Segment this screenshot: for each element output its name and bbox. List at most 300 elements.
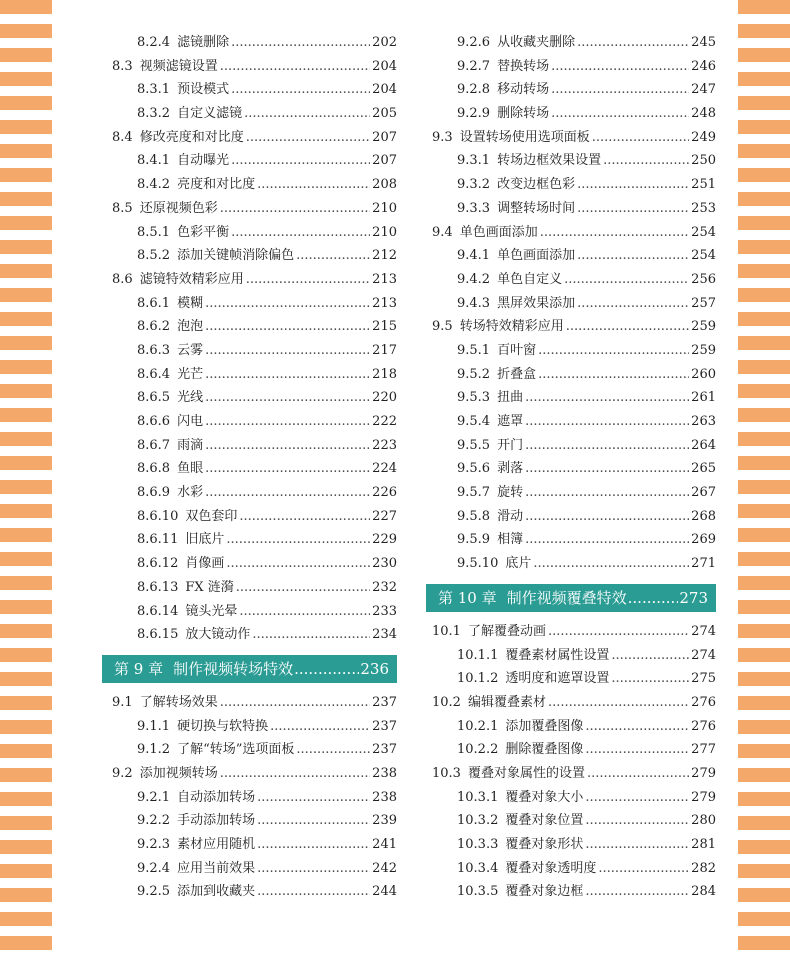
entry-page-number: 276 bbox=[691, 694, 716, 710]
toc-subsection-entry[interactable] bbox=[427, 197, 716, 221]
entry-number: 9.3.2 bbox=[457, 177, 491, 193]
entry-number: 8.6.12 bbox=[137, 556, 179, 572]
toc-subsection-entry[interactable] bbox=[103, 528, 397, 552]
entry-number: 8.4.1 bbox=[137, 153, 171, 169]
entry-number: 9.2.7 bbox=[457, 58, 491, 74]
entry-number: 9.2.3 bbox=[137, 837, 171, 852]
entry-page-number: 280 bbox=[691, 813, 716, 829]
toc-subsection-entry[interactable] bbox=[427, 857, 716, 881]
entry-title: 调整转场时间 bbox=[497, 200, 576, 216]
toc-subsection-entry[interactable] bbox=[103, 857, 397, 881]
toc-subsection-entry[interactable] bbox=[427, 149, 716, 173]
entry-number: 8.5.2 bbox=[137, 248, 171, 264]
entry-page-number: 237 bbox=[372, 718, 397, 734]
entry-page-number: 271 bbox=[691, 556, 716, 572]
toc-subsection-entry[interactable] bbox=[103, 78, 397, 102]
entry-page-number: 253 bbox=[691, 200, 716, 216]
toc-subsection-entry[interactable] bbox=[427, 457, 716, 481]
toc-section-entry[interactable] bbox=[427, 620, 716, 644]
entry-page-number: 248 bbox=[691, 106, 716, 122]
toc-subsection-entry[interactable] bbox=[427, 268, 716, 292]
entry-page-number: 210 bbox=[372, 200, 397, 216]
entry-page-number: 264 bbox=[691, 437, 716, 453]
toc-subsection-entry[interactable] bbox=[427, 786, 716, 810]
entry-title: 了解“转场”选项面板 bbox=[177, 742, 295, 758]
entry-title: 覆叠对象边框 bbox=[505, 884, 584, 900]
dot-leader bbox=[592, 126, 689, 150]
entry-title: 自动添加转场 bbox=[177, 789, 256, 805]
toc-subsection-entry[interactable] bbox=[103, 481, 397, 505]
entry-number: 10.3.4 bbox=[457, 860, 499, 876]
entry-title: 滑动 bbox=[497, 508, 524, 524]
toc-subsection-entry[interactable] bbox=[103, 505, 397, 529]
entry-number: 8.6.9 bbox=[137, 485, 171, 501]
dot-leader bbox=[220, 691, 370, 715]
entry-title: 覆叠对象透明度 bbox=[505, 860, 597, 876]
entry-title: 相簿 bbox=[497, 532, 524, 548]
entry-title: 百叶窗 bbox=[497, 342, 537, 358]
toc-section-entry[interactable] bbox=[103, 691, 397, 715]
toc-subsection-entry[interactable] bbox=[103, 715, 397, 739]
chapter-title: 制作视频转场特效 bbox=[173, 659, 294, 678]
entry-number: 10.1.2 bbox=[457, 671, 499, 687]
entry-title: 双色套印 bbox=[185, 508, 238, 524]
entry-number: 8.4.2 bbox=[137, 177, 171, 193]
toc-subsection-entry[interactable] bbox=[427, 505, 716, 529]
toc-subsection-entry[interactable] bbox=[103, 102, 397, 126]
dot-leader bbox=[525, 528, 689, 552]
entry-page-number: 284 bbox=[691, 884, 716, 900]
entry-number: 8.3.1 bbox=[137, 82, 171, 98]
entry-title: 透明度和遮罩设置 bbox=[505, 671, 610, 687]
entry-title: 泡泡 bbox=[177, 319, 204, 335]
chapter-heading[interactable] bbox=[102, 655, 397, 683]
entry-title: 光芒 bbox=[177, 366, 204, 382]
entry-number: 9.5.8 bbox=[457, 508, 491, 524]
entry-number: 9.1 bbox=[112, 694, 133, 710]
toc-subsection-entry[interactable] bbox=[103, 434, 397, 458]
entry-page-number: 226 bbox=[372, 485, 397, 501]
entry-number: 9.5.9 bbox=[457, 532, 491, 548]
dot-leader bbox=[257, 857, 370, 881]
entry-number: 9.3.1 bbox=[457, 153, 491, 169]
entry-number: 9.5.6 bbox=[457, 461, 491, 477]
entry-page-number: 204 bbox=[372, 82, 397, 98]
entry-title: 扭曲 bbox=[497, 390, 524, 406]
entry-page-number: 217 bbox=[372, 342, 397, 358]
dot-leader bbox=[525, 457, 689, 481]
entry-page-number: 238 bbox=[372, 789, 397, 805]
toc-subsection-entry[interactable] bbox=[427, 667, 716, 691]
toc-section-entry[interactable] bbox=[427, 126, 716, 150]
toc-section-entry[interactable] bbox=[103, 55, 397, 79]
entry-page-number: 213 bbox=[372, 271, 397, 287]
toc-section-entry[interactable] bbox=[427, 762, 716, 786]
dot-leader bbox=[252, 623, 370, 647]
entry-title: 闪电 bbox=[177, 414, 204, 429]
entry-number: 9.2.4 bbox=[137, 860, 171, 876]
entry-page-number: 261 bbox=[691, 390, 716, 406]
dot-leader bbox=[257, 833, 370, 857]
entry-page-number: 210 bbox=[372, 224, 397, 240]
entry-title: 鱼眼 bbox=[177, 461, 204, 477]
entry-title: 放大镜动作 bbox=[185, 627, 251, 643]
entry-title: 覆叠对象形状 bbox=[505, 837, 584, 852]
toc-subsection-entry[interactable] bbox=[103, 386, 397, 410]
entry-number: 9.2.9 bbox=[457, 106, 491, 122]
entry-title: 水彩 bbox=[177, 485, 204, 501]
entry-title: 改变边框色彩 bbox=[497, 177, 576, 193]
dot-leader bbox=[231, 78, 370, 102]
entry-title: 覆叠对象属性的设置 bbox=[467, 765, 585, 781]
entry-number: 9.3 bbox=[432, 129, 453, 145]
dot-leader bbox=[205, 434, 370, 458]
entry-page-number: 279 bbox=[691, 765, 716, 781]
entry-page-number: 259 bbox=[691, 319, 716, 335]
entry-page-number: 222 bbox=[372, 414, 397, 429]
entry-page-number: 230 bbox=[372, 556, 397, 572]
entry-page-number: 233 bbox=[372, 603, 397, 619]
entry-title: 添加到收藏夹 bbox=[177, 884, 256, 900]
entry-page-number: 237 bbox=[372, 742, 397, 758]
entry-title: 亮度和对比度 bbox=[177, 177, 256, 193]
toc-subsection-entry[interactable] bbox=[103, 738, 397, 762]
dot-leader bbox=[231, 149, 370, 173]
toc-subsection-entry[interactable] bbox=[103, 315, 397, 339]
dot-leader bbox=[577, 173, 689, 197]
entry-number: 9.5.1 bbox=[457, 342, 491, 358]
entry-title: 自动曝光 bbox=[177, 153, 230, 169]
dot-leader bbox=[246, 268, 370, 292]
entry-title: FX 涟漪 bbox=[185, 579, 234, 595]
entry-title: 添加关键帧消除偏色 bbox=[177, 248, 295, 264]
dot-leader bbox=[548, 691, 689, 715]
dot-leader bbox=[257, 880, 370, 904]
toc-subsection-entry[interactable] bbox=[427, 809, 716, 833]
entry-title: 应用当前效果 bbox=[177, 860, 256, 876]
entry-number: 8.5.1 bbox=[137, 224, 171, 240]
dot-leader bbox=[577, 244, 689, 268]
toc-subsection-entry[interactable] bbox=[427, 363, 716, 387]
entry-number: 8.6.1 bbox=[137, 295, 171, 311]
dot-leader bbox=[585, 738, 689, 762]
entry-title: 了解覆叠动画 bbox=[467, 623, 546, 639]
entry-title: 添加视频转场 bbox=[139, 765, 218, 781]
dot-leader bbox=[525, 481, 689, 505]
entry-number: 9.2.2 bbox=[137, 813, 171, 829]
entry-number: 10.2 bbox=[432, 694, 461, 710]
entry-title: 删除转场 bbox=[497, 106, 550, 122]
chapter-number: 第 10 章 bbox=[438, 588, 497, 607]
entry-number: 8.6.4 bbox=[137, 366, 171, 382]
dot-leader bbox=[585, 715, 689, 739]
chapter-heading[interactable] bbox=[426, 584, 716, 612]
toc-subsection-entry[interactable] bbox=[427, 78, 716, 102]
entry-number: 8.6.14 bbox=[137, 603, 179, 619]
entry-number: 10.3 bbox=[432, 765, 461, 781]
dot-leader bbox=[205, 410, 370, 434]
toc-section-entry[interactable] bbox=[103, 126, 397, 150]
entry-number: 8.2.4 bbox=[137, 35, 171, 50]
toc-subsection-entry[interactable] bbox=[103, 552, 397, 576]
toc-right-column bbox=[427, 31, 716, 904]
entry-number: 9.2.8 bbox=[457, 82, 491, 98]
entry-page-number: 227 bbox=[372, 508, 397, 524]
entry-page-number: 232 bbox=[372, 579, 397, 595]
entry-number: 8.6.3 bbox=[137, 342, 171, 358]
dot-leader bbox=[566, 315, 689, 339]
entry-page-number: 277 bbox=[691, 742, 716, 758]
entry-number: 8.6.8 bbox=[137, 461, 171, 477]
entry-number: 9.4.3 bbox=[457, 295, 491, 311]
entry-number: 8.4 bbox=[112, 129, 133, 145]
entry-number: 10.3.3 bbox=[457, 837, 499, 852]
entry-title: 折叠盒 bbox=[497, 366, 537, 382]
entry-page-number: 208 bbox=[372, 177, 397, 193]
toc-left-column bbox=[103, 31, 397, 904]
dot-leader bbox=[257, 809, 370, 833]
toc-subsection-entry[interactable] bbox=[103, 600, 397, 624]
entry-page-number: 207 bbox=[372, 153, 397, 169]
dot-leader bbox=[205, 339, 370, 363]
dot-leader bbox=[525, 386, 689, 410]
toc-subsection-entry[interactable] bbox=[103, 244, 397, 268]
entry-page-number: 256 bbox=[691, 271, 716, 287]
entry-title: 编辑覆叠素材 bbox=[467, 694, 546, 710]
toc-subsection-entry[interactable] bbox=[427, 102, 716, 126]
dot-leader bbox=[525, 505, 689, 529]
entry-number: 9.1.2 bbox=[137, 742, 171, 758]
entry-page-number: 281 bbox=[691, 837, 716, 852]
entry-page-number: 269 bbox=[691, 532, 716, 548]
dot-leader bbox=[551, 78, 689, 102]
entry-page-number: 220 bbox=[372, 390, 397, 406]
entry-title: 滤镜特效精彩应用 bbox=[139, 271, 244, 287]
toc-section-entry[interactable] bbox=[103, 762, 397, 786]
entry-number: 10.1.1 bbox=[457, 647, 499, 663]
dot-leader bbox=[587, 762, 689, 786]
entry-title: 设置转场使用选项面板 bbox=[459, 129, 590, 145]
dot-leader bbox=[585, 880, 689, 904]
entry-page-number: 202 bbox=[372, 35, 397, 50]
toc-subsection-entry[interactable] bbox=[103, 809, 397, 833]
entry-page-number: 223 bbox=[372, 437, 397, 453]
toc-subsection-entry[interactable] bbox=[103, 149, 397, 173]
entry-page-number: 274 bbox=[691, 647, 716, 663]
entry-title: 覆叠对象位置 bbox=[505, 813, 584, 829]
toc-subsection-entry[interactable] bbox=[103, 457, 397, 481]
entry-title: 开门 bbox=[497, 437, 524, 453]
toc-subsection-entry[interactable] bbox=[427, 552, 716, 576]
dot-leader bbox=[540, 221, 689, 245]
entry-page-number: 257 bbox=[691, 295, 716, 311]
entry-title: 硬切换与软特换 bbox=[177, 718, 269, 734]
entry-number: 9.4 bbox=[432, 224, 453, 240]
toc-subsection-entry[interactable] bbox=[427, 31, 716, 55]
toc-subsection-entry[interactable] bbox=[427, 481, 716, 505]
toc-subsection-entry[interactable] bbox=[427, 644, 716, 668]
dot-leader bbox=[205, 315, 370, 339]
entry-page-number: 224 bbox=[372, 461, 397, 477]
entry-page-number: 238 bbox=[372, 765, 397, 781]
dot-leader bbox=[294, 655, 359, 683]
entry-title: 从收藏夹删除 bbox=[497, 35, 576, 50]
entry-page-number: 204 bbox=[372, 58, 397, 74]
toc-subsection-entry[interactable] bbox=[427, 528, 716, 552]
entry-number: 8.6.5 bbox=[137, 390, 171, 406]
entry-title: 黑屏效果添加 bbox=[497, 295, 576, 311]
entry-page-number: 265 bbox=[691, 461, 716, 477]
dot-leader bbox=[296, 738, 370, 762]
dot-leader bbox=[257, 173, 370, 197]
toc-section-entry[interactable] bbox=[427, 221, 716, 245]
dot-leader bbox=[231, 31, 370, 55]
entry-page-number: 250 bbox=[691, 153, 716, 169]
entry-number: 8.6.11 bbox=[137, 532, 179, 548]
entry-page-number: 244 bbox=[372, 884, 397, 900]
entry-page-number: 254 bbox=[691, 248, 716, 264]
dot-leader bbox=[577, 31, 689, 55]
entry-number: 9.5 bbox=[432, 319, 453, 335]
entry-number: 8.6.13 bbox=[137, 579, 179, 595]
entry-number: 8.6.2 bbox=[137, 319, 171, 335]
dot-leader bbox=[296, 244, 370, 268]
toc-subsection-entry[interactable] bbox=[427, 833, 716, 857]
toc-subsection-entry[interactable] bbox=[103, 833, 397, 857]
toc-subsection-entry[interactable] bbox=[103, 173, 397, 197]
entry-number: 8.3 bbox=[112, 58, 133, 74]
dot-leader bbox=[564, 268, 689, 292]
entry-title: 单色自定义 bbox=[497, 271, 563, 287]
entry-page-number: 237 bbox=[372, 694, 397, 710]
entry-title: 删除覆叠图像 bbox=[505, 742, 584, 758]
dot-leader bbox=[598, 857, 689, 881]
entry-title: 了解转场效果 bbox=[139, 694, 218, 710]
entry-number: 9.5.2 bbox=[457, 366, 491, 382]
toc-subsection-entry[interactable] bbox=[427, 339, 716, 363]
entry-title: 底片 bbox=[505, 556, 532, 572]
entry-number: 10.3.2 bbox=[457, 813, 499, 829]
dot-leader bbox=[611, 667, 689, 691]
entry-page-number: 246 bbox=[691, 58, 716, 74]
dot-leader bbox=[205, 457, 370, 481]
toc-section-entry[interactable] bbox=[103, 268, 397, 292]
chapter-page-number: 273 bbox=[679, 588, 708, 607]
toc-section-entry[interactable] bbox=[427, 315, 716, 339]
toc-subsection-entry[interactable] bbox=[427, 55, 716, 79]
toc-subsection-entry[interactable] bbox=[103, 221, 397, 245]
entry-page-number: 247 bbox=[691, 82, 716, 98]
dot-leader bbox=[205, 481, 370, 505]
dot-leader bbox=[220, 55, 370, 79]
dot-leader bbox=[239, 505, 370, 529]
dot-leader bbox=[220, 762, 370, 786]
entry-page-number: 274 bbox=[691, 623, 716, 639]
dot-leader bbox=[239, 600, 370, 624]
entry-number: 8.3.2 bbox=[137, 106, 171, 122]
entry-title: 自定义滤镜 bbox=[177, 106, 243, 122]
entry-title: 旋转 bbox=[497, 485, 524, 501]
entry-page-number: 254 bbox=[691, 224, 716, 240]
entry-title: 覆叠对象大小 bbox=[505, 789, 584, 805]
entry-number: 9.2.1 bbox=[137, 789, 171, 805]
toc-section-entry[interactable] bbox=[103, 197, 397, 221]
entry-number: 10.3.5 bbox=[457, 884, 499, 900]
dot-leader bbox=[538, 339, 689, 363]
entry-title: 转场特效精彩应用 bbox=[459, 319, 564, 335]
entry-title: 单色画面添加 bbox=[497, 248, 576, 264]
chapter-number: 第 9 章 bbox=[114, 659, 164, 678]
toc-subsection-entry[interactable] bbox=[427, 715, 716, 739]
entry-number: 9.2 bbox=[112, 765, 133, 781]
toc-subsection-entry[interactable] bbox=[103, 880, 397, 904]
dot-leader bbox=[231, 221, 370, 245]
entry-number: 8.6.6 bbox=[137, 414, 171, 429]
entry-title: 云雾 bbox=[177, 342, 204, 358]
entry-page-number: 229 bbox=[372, 532, 397, 548]
dot-leader bbox=[525, 434, 689, 458]
entry-title: 修改亮度和对比度 bbox=[139, 129, 244, 145]
toc-subsection-entry[interactable] bbox=[103, 31, 397, 55]
entry-page-number: 239 bbox=[372, 813, 397, 829]
entry-number: 9.5.10 bbox=[457, 556, 499, 572]
entry-page-number: 249 bbox=[691, 129, 716, 145]
toc-subsection-entry[interactable] bbox=[427, 244, 716, 268]
entry-number: 10.2.1 bbox=[457, 718, 499, 734]
toc-section-entry[interactable] bbox=[427, 691, 716, 715]
entry-number: 10.2.2 bbox=[457, 742, 499, 758]
entry-title: 素材应用随机 bbox=[177, 837, 256, 852]
toc-subsection-entry[interactable] bbox=[427, 880, 716, 904]
toc-subsection-entry[interactable] bbox=[103, 339, 397, 363]
entry-page-number: 205 bbox=[372, 106, 397, 122]
toc-subsection-entry[interactable] bbox=[103, 363, 397, 387]
entry-title: 预设模式 bbox=[177, 82, 230, 98]
dot-leader bbox=[577, 197, 689, 221]
toc-subsection-entry[interactable] bbox=[103, 410, 397, 434]
entry-number: 9.1.1 bbox=[137, 718, 171, 734]
entry-title: 剥落 bbox=[497, 461, 524, 477]
toc-subsection-entry[interactable] bbox=[427, 434, 716, 458]
entry-title: 视频滤镜设置 bbox=[139, 58, 218, 74]
toc-subsection-entry[interactable] bbox=[103, 576, 397, 600]
toc-subsection-entry[interactable] bbox=[427, 738, 716, 762]
toc-subsection-entry[interactable] bbox=[427, 173, 716, 197]
dot-leader bbox=[525, 410, 689, 434]
dot-leader bbox=[603, 149, 689, 173]
toc-subsection-entry[interactable] bbox=[103, 623, 397, 647]
dot-leader bbox=[585, 786, 689, 810]
entry-page-number: 259 bbox=[691, 342, 716, 358]
entry-page-number: 282 bbox=[691, 860, 716, 876]
entry-number: 9.5.7 bbox=[457, 485, 491, 501]
entry-title: 添加覆叠图像 bbox=[505, 718, 584, 734]
toc-subsection-entry[interactable] bbox=[427, 386, 716, 410]
toc-subsection-entry[interactable] bbox=[427, 410, 716, 434]
entry-page-number: 215 bbox=[372, 319, 397, 335]
entry-title: 替换转场 bbox=[497, 58, 550, 74]
dot-leader bbox=[628, 584, 679, 612]
entry-title: 还原视频色彩 bbox=[139, 200, 218, 216]
toc-subsection-entry[interactable] bbox=[103, 786, 397, 810]
entry-page-number: 218 bbox=[372, 366, 397, 382]
chapter-page-number: 236 bbox=[360, 659, 389, 678]
toc-subsection-entry[interactable] bbox=[427, 292, 716, 316]
toc-subsection-entry[interactable] bbox=[103, 292, 397, 316]
entry-number: 9.5.5 bbox=[457, 437, 491, 453]
left-decorative-stripe bbox=[0, 0, 52, 954]
chapter-title: 制作视频覆叠特效 bbox=[506, 588, 627, 607]
